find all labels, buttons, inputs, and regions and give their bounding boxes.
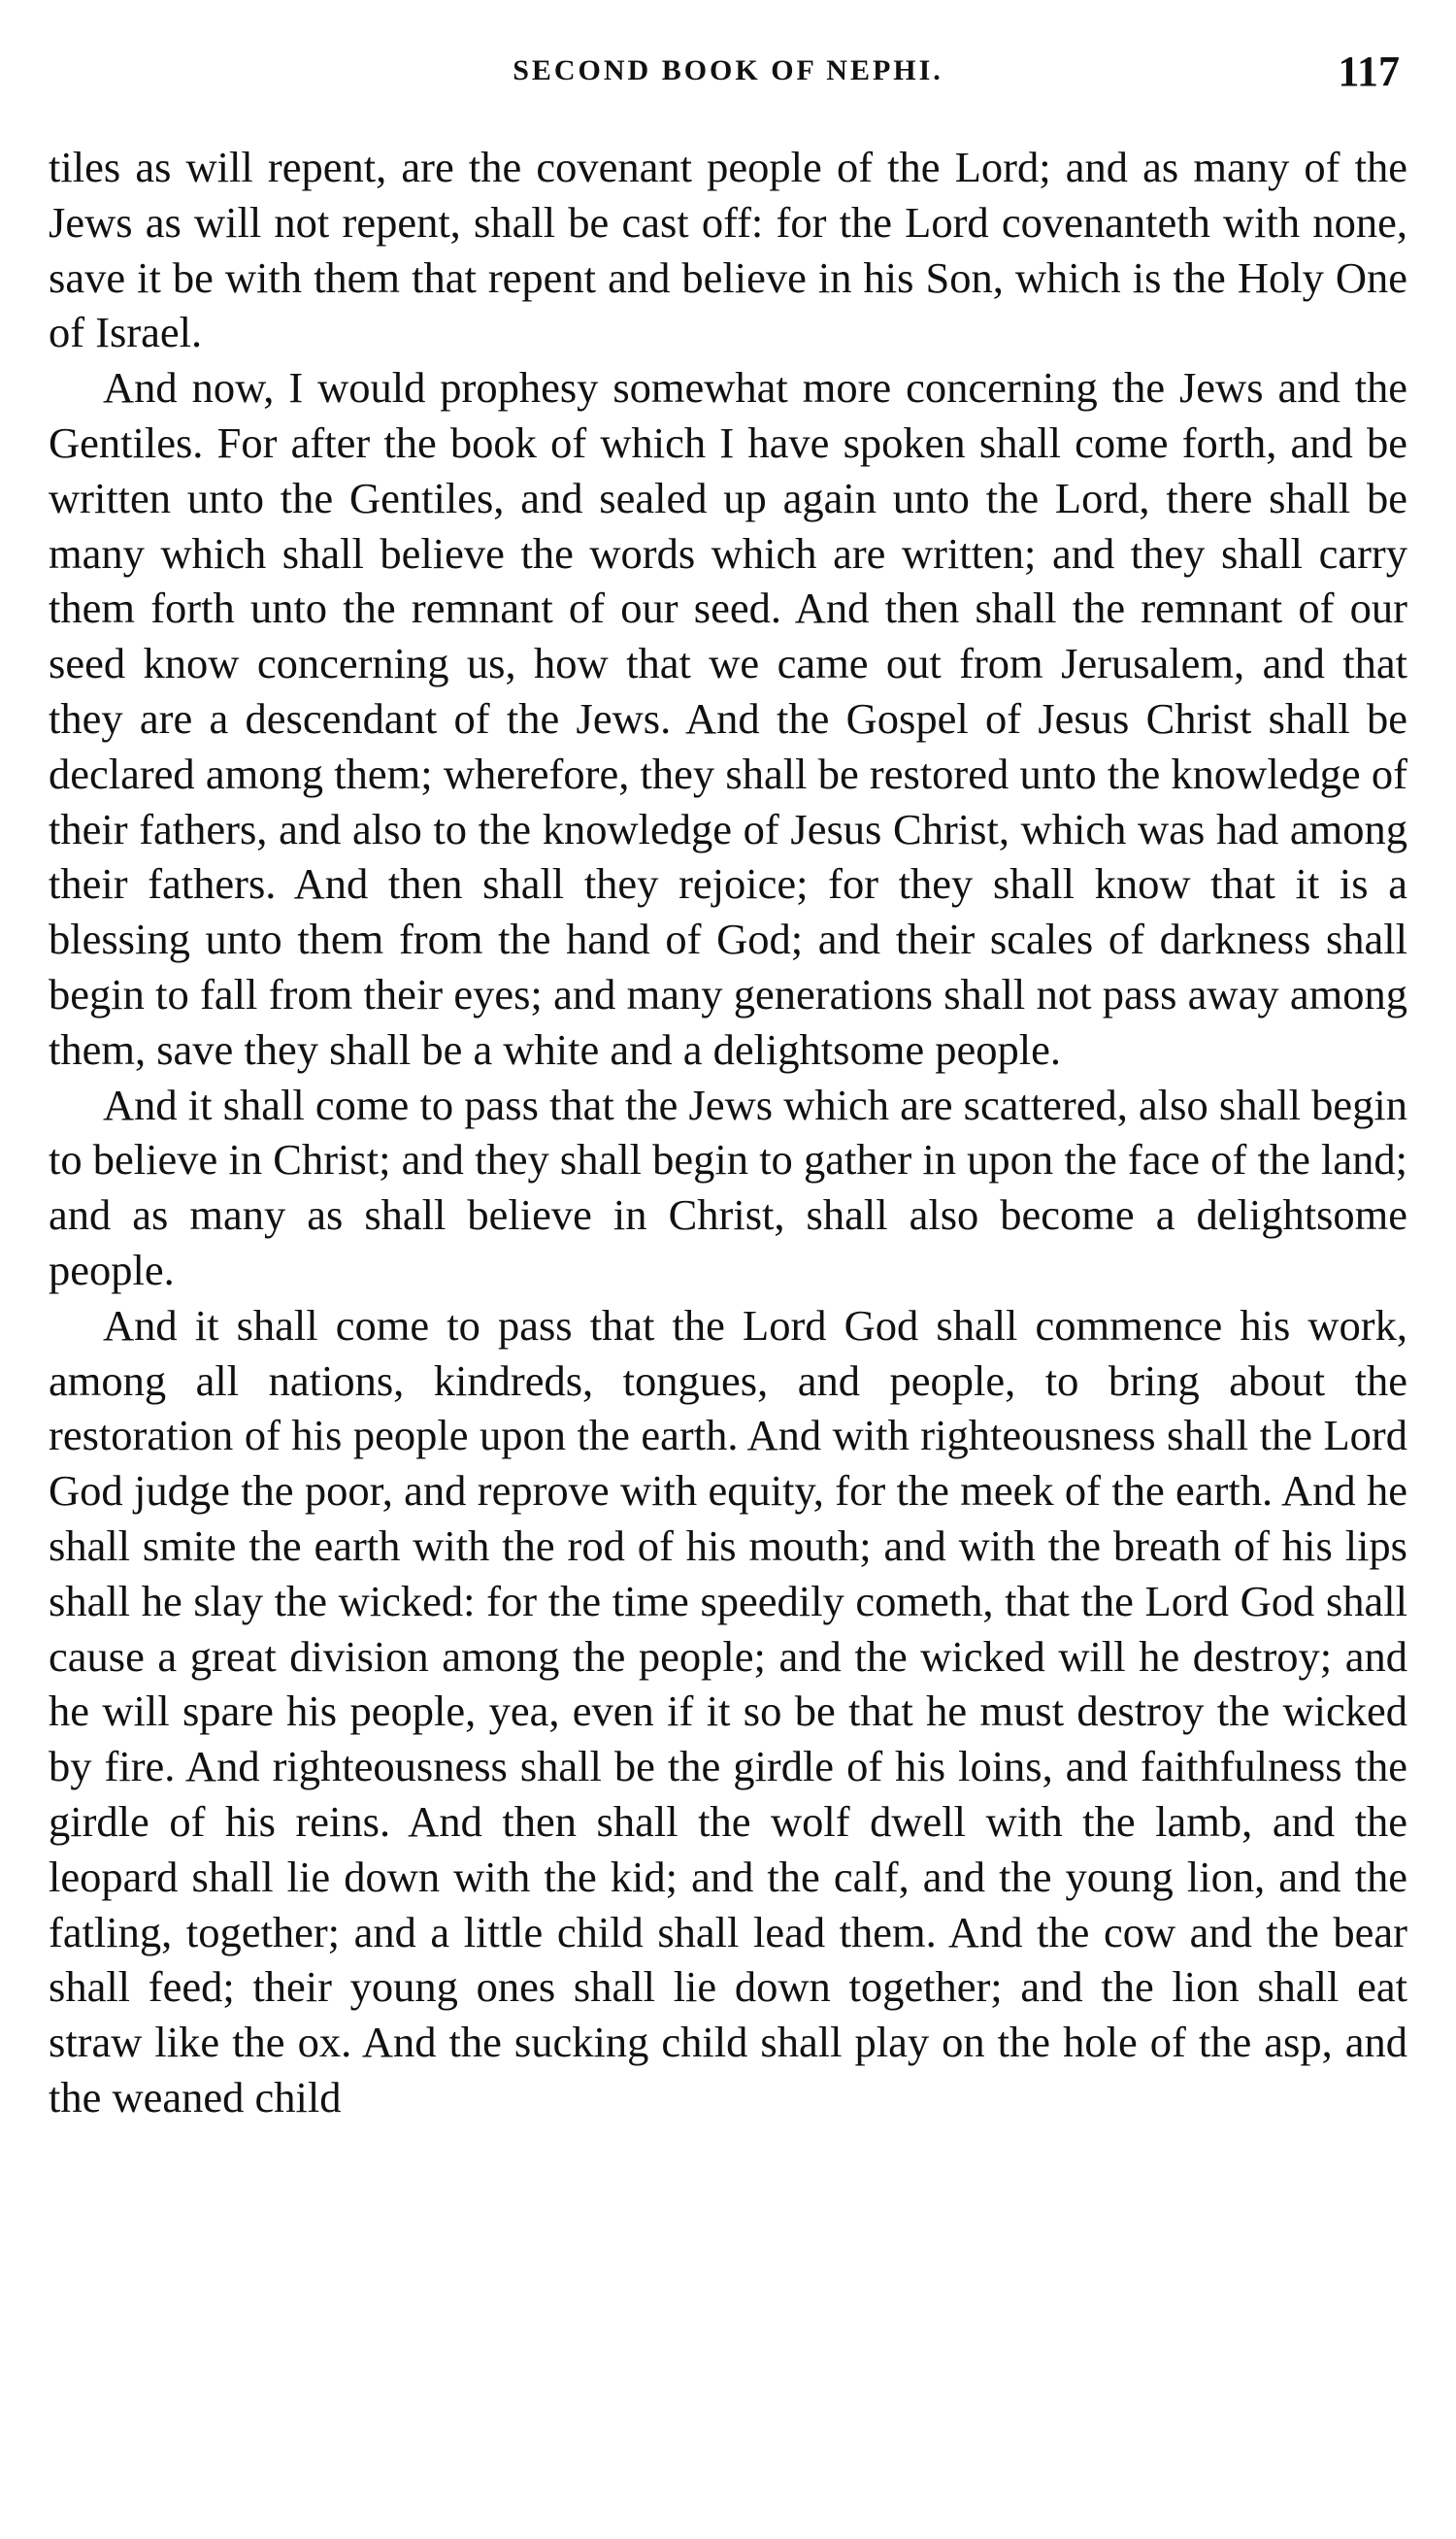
running-title: SECOND BOOK OF NEPHI.: [513, 54, 943, 86]
body-text: [49, 140, 1407, 2125]
paragraph: And it shall come to pass that the Jews which are scattered, also shall begin to believe in Christ; and they shall begin to gather in upon the face of the land; and as many as shall believe in Christ, shall also become a delightsome people.: [49, 1080, 1407, 1294]
paragraph: And it shall come to pass that the Lord God shall commence his work, among all nations, kindreds, tongues, and people, to bring about the restoration of his people upon the earth. And with righteousness shall the Lord God judge the poor, and reprove with equity, for the meek of the earth. And he shall smite the earth with the rod of his mouth; and with the breath of his lips shall he slay the wicked: for the time speedily cometh, that the Lord God shall cause a great division among the people; and the wicked will he destroy; and he will spare his people, yea, even if it so be that he must destroy the wicked by fire. And righteousness shall be the girdle of his loins, and faithfulness the girdle of his reins. And then shall the wolf dwell with the lamb, and the leopard shall lie down with the kid; and the calf, and the young lion, and the fatling, together; and a little child shall lead them. And the cow and the bear shall feed; their young ones shall lie down together; and the lion shall eat straw like the ox. And the sucking child shall play on the hole of the asp, and the weaned child: [49, 1300, 1407, 2121]
paragraph: And now, I would prophesy somewhat more concerning the Jews and the Gentiles. For after the book of which I have spoken shall come forth, and be written unto the Gentiles, and sealed up again unto the Lord, there shall be many which shall believe the words which are written; and they shall carry them forth unto the remnant of our seed. And then shall the remnant of our seed know concerning us, how that we came out from Jerusalem, and that they are a descendant of the Jews. And the Gospel of Jesus Christ shall be declared among them; wherefore, they shall be restored unto the knowledge of their fathers, and also to the knowledge of Jesus Christ, which was had among their fathers. And then shall they rejoice; for they shall know that it is a blessing unto them from the hand of God; and their scales of darkness shall begin to fall from their eyes; and many generations shall not pass away among them, save they shall be a white and a delightsome people.: [49, 363, 1407, 1074]
running-header: [49, 47, 1407, 105]
page-number: 117: [1338, 48, 1400, 95]
book-page: [49, 47, 1407, 2125]
paragraph-continuation: tiles as will repent, are the covenant people of the Lord; and as many of the Jews as will not repent, shall be cast off: for the Lord covenanteth with none, save it be with them that repent and believe in his Son, which is the Holy One of Israel.: [49, 143, 1407, 357]
